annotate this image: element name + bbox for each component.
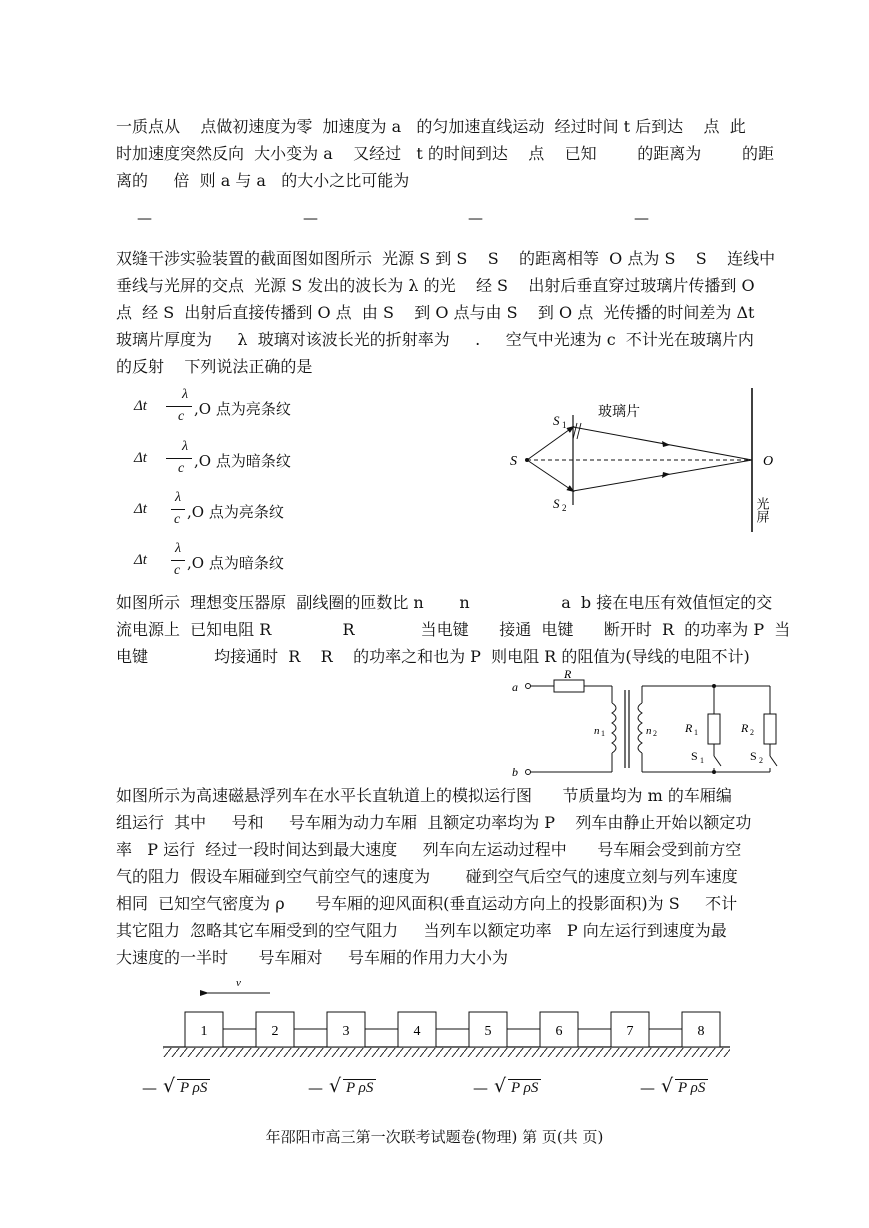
sqrt-sign: √ bbox=[163, 1075, 176, 1097]
label-n1-sub: 1 bbox=[601, 729, 605, 738]
terminal-a bbox=[526, 684, 531, 689]
fraction-numerator: λ bbox=[175, 541, 182, 556]
arrow-mark bbox=[662, 441, 670, 447]
label-glass: 玻璃片 bbox=[598, 405, 640, 420]
label-s1-sub: 1 bbox=[700, 756, 704, 765]
q2-line-3: 点 经 S 出射后直接传播到 O 点 由 S 到 O 点与由 S 到 O 点 光传播的时间差为 Δt bbox=[116, 303, 755, 322]
q1-line-1: 一质点从 点做初速度为零 加速度为 a 的匀加速直线运动 经过时间 t 后到达 点 此 bbox=[116, 117, 746, 136]
q4-line-2: 组运行 其中 号和 号车厢为动力车厢 且额定功率均为 P 列车由静止开始以额定功 bbox=[116, 813, 752, 832]
option-suffix: ,O 点为亮条纹 bbox=[194, 400, 291, 418]
train-car-label: 2 bbox=[271, 1024, 279, 1039]
label-o: O bbox=[763, 454, 774, 469]
q4-line-5: 相同 已知空气密度为 ρ 号车厢的迎风面积(垂直运动方向上的投影面积)为 S 不计 bbox=[116, 894, 738, 913]
radicand: P ρS bbox=[508, 1079, 541, 1097]
radicand: P ρS bbox=[675, 1079, 708, 1097]
train-car-label: 6 bbox=[555, 1024, 563, 1039]
ray-s-s1 bbox=[527, 427, 573, 460]
label-s2: S bbox=[750, 749, 757, 763]
train-car-label: 1 bbox=[200, 1024, 208, 1039]
train-car-label: 8 bbox=[697, 1024, 705, 1039]
option-dash: — bbox=[640, 1079, 655, 1097]
ray-s-s2 bbox=[527, 460, 573, 491]
double-slit-diagram bbox=[500, 385, 800, 535]
label-s1-sub: 1 bbox=[562, 420, 567, 430]
fraction-numerator: λ bbox=[182, 439, 189, 454]
label-b: b bbox=[512, 765, 518, 779]
q4-line-3: 率 P 运行 经过一段时间达到最大速度 列车向左运动过程中 号车厢会受到前方空 bbox=[116, 840, 742, 859]
option-suffix: ,O 点为暗条纹 bbox=[187, 554, 284, 572]
train-car-label: 4 bbox=[413, 1024, 421, 1039]
q2-line-2: 垂线与光屏的交点 光源 S 发出的波长为 λ 的光 经 S 出射后垂直穿过玻璃片传播到 O bbox=[116, 276, 755, 295]
option-suffix: ,O 点为暗条纹 bbox=[194, 452, 291, 470]
source-point bbox=[525, 458, 529, 462]
transformer-circuit bbox=[508, 668, 783, 780]
fraction-bar bbox=[166, 406, 192, 407]
q1-option-b: — bbox=[303, 209, 318, 227]
label-r2-sub: 2 bbox=[750, 728, 754, 737]
label-s1: S bbox=[691, 749, 698, 763]
label-r1-sub: 1 bbox=[694, 728, 698, 737]
q1-option-c: — bbox=[468, 209, 483, 227]
label-n2: n bbox=[646, 725, 652, 737]
option-dash: — bbox=[473, 1079, 488, 1097]
maglev-train-diagram bbox=[160, 972, 735, 1057]
primary-coil bbox=[612, 703, 616, 753]
fraction-numerator: λ bbox=[175, 490, 182, 505]
label-n1: n bbox=[594, 725, 600, 737]
velocity-label: v bbox=[236, 977, 241, 989]
sqrt-sign: √ bbox=[661, 1075, 674, 1097]
label-r2: R bbox=[741, 721, 749, 735]
label-s2-sub: 2 bbox=[759, 756, 763, 765]
option-prefix: Δt bbox=[134, 398, 147, 414]
page-footer: 年邵阳市高三第一次联考试题卷(物理) 第 页(共 页) bbox=[265, 1128, 604, 1146]
q1-option-d: — bbox=[634, 209, 649, 227]
label-s: S bbox=[510, 454, 517, 469]
q1-line-3: 离的 倍 则 a 与 a 的大小之比可能为 bbox=[116, 171, 410, 190]
label-s2: S bbox=[553, 496, 560, 511]
label-s1: S bbox=[553, 413, 560, 428]
label-n2-sub: 2 bbox=[653, 729, 657, 738]
q4-line-6: 其它阻力 忽略其它车厢受到的空气阻力 当列车以额定功率 P 向左运行到速度为最 bbox=[116, 921, 727, 940]
q3-line-1: 如图所示 理想变压器原 副线圈的匝数比 n n a b 接在电压有效值恒定的交 bbox=[116, 593, 773, 612]
cars-group bbox=[185, 1012, 720, 1047]
label-s2-sub: 2 bbox=[562, 503, 567, 513]
q4-line-4: 气的阻力 假设车厢碰到空气前空气的速度为 碰到空气后空气的速度立刻与列车速度 bbox=[116, 867, 738, 886]
resistor-r bbox=[554, 680, 584, 692]
option-suffix: ,O 点为亮条纹 bbox=[187, 503, 284, 521]
node bbox=[712, 770, 716, 774]
switch-s2 bbox=[770, 756, 777, 766]
resistor-r2 bbox=[764, 714, 776, 744]
train-car-label: 7 bbox=[626, 1024, 634, 1039]
fraction-denominator: c bbox=[178, 409, 185, 424]
label-r1: R bbox=[685, 721, 693, 735]
resistor-r1 bbox=[708, 714, 720, 744]
option-dash: — bbox=[142, 1079, 157, 1097]
radicand: P ρS bbox=[177, 1079, 210, 1097]
q3-line-3: 电键 均接通时 R R 的功率之和也为 P 则电阻 R 的阻值为(导线的电阻不计) bbox=[116, 647, 750, 666]
switch-s1 bbox=[714, 756, 721, 766]
fraction-denominator: c bbox=[178, 461, 185, 476]
q1-option-a: — bbox=[137, 209, 152, 227]
q2-line-1: 双缝干涉实验装置的截面图如图所示 光源 S 到 S S 的距离相等 O 点为 S S 连线中 bbox=[116, 249, 776, 268]
sqrt-sign: √ bbox=[494, 1075, 507, 1097]
arrow-mark bbox=[662, 472, 670, 478]
train-car-label: 5 bbox=[484, 1024, 492, 1039]
option-prefix: Δt bbox=[134, 552, 147, 568]
option-prefix: Δt bbox=[134, 501, 147, 517]
label-r: R bbox=[564, 667, 572, 681]
fraction-denominator: c bbox=[174, 512, 181, 527]
q2-line-5: 的反射 下列说法正确的是 bbox=[116, 357, 313, 376]
q3-line-2: 流电源上 已知电阻 R R 当电键 接通 电键 断开时 R 的功率为 P 当 bbox=[116, 620, 791, 639]
q4-line-1: 如图所示为高速磁悬浮列车在水平长直轨道上的模拟运行图 节质量均为 m 的车厢编 bbox=[116, 786, 732, 805]
terminal-b bbox=[526, 770, 531, 775]
track-hatching bbox=[163, 1048, 730, 1057]
q4-line-7: 大速度的一半时 号车厢对 号车厢的作用力大小为 bbox=[116, 948, 508, 967]
option-dash: — bbox=[308, 1079, 323, 1097]
label-a: a bbox=[512, 680, 518, 694]
fraction-bar bbox=[166, 458, 192, 459]
radicand: P ρS bbox=[343, 1079, 376, 1097]
label-screen: 光屏 bbox=[754, 497, 770, 523]
fraction-denominator: c bbox=[174, 563, 181, 578]
fraction-numerator: λ bbox=[182, 387, 189, 402]
glass-plate bbox=[577, 423, 581, 439]
fraction-bar bbox=[171, 509, 185, 510]
sqrt-sign: √ bbox=[329, 1075, 342, 1097]
fraction-bar bbox=[171, 560, 185, 561]
q2-line-4: 玻璃片厚度为 λ 玻璃对该波长光的折射率为 . 空气中光速为 c 不计光在玻璃片内 bbox=[116, 330, 754, 349]
option-prefix: Δt bbox=[134, 450, 147, 466]
secondary-coil bbox=[638, 703, 642, 753]
q1-line-2: 时加速度突然反向 大小变为 a 又经过 t 的时间到达 点 已知 的距离为 的距 bbox=[116, 144, 774, 163]
train-car-label: 3 bbox=[342, 1024, 350, 1039]
